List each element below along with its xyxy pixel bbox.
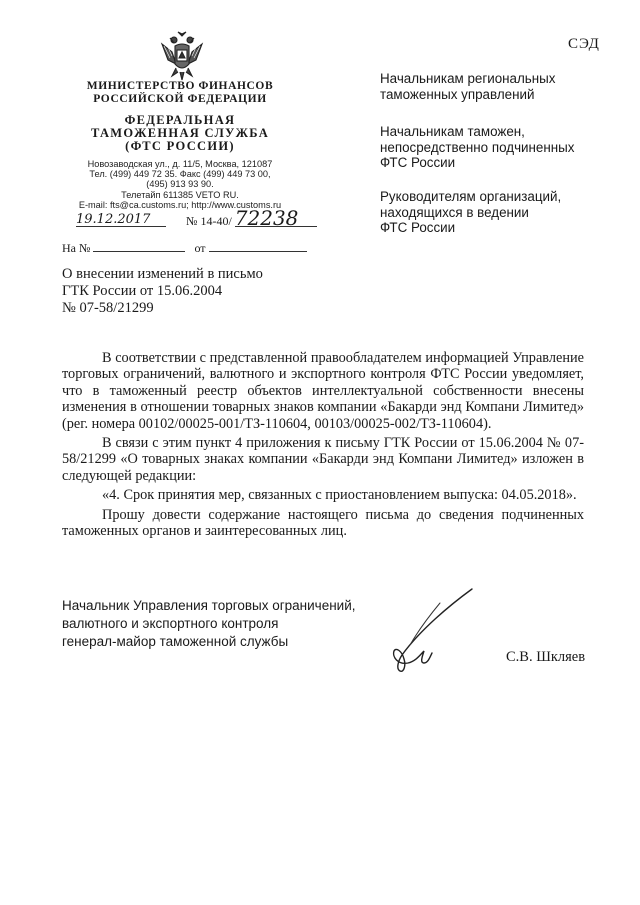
addressee-line: Руководителям организаций, [380, 189, 562, 204]
addressee-line: таможенных управлений [380, 86, 535, 102]
reply-on-blank [93, 237, 185, 252]
subject-line: О внесении изменений в письмо [62, 266, 263, 282]
reg-number-prefix: № 14-40/ [186, 214, 232, 228]
addressee-line: Начальникам региональных [380, 71, 556, 86]
addressee-block [380, 124, 620, 171]
signatory-name: С.В. Шкляев [506, 649, 586, 665]
contact-line: Телетайп 611385 VETO RU. [121, 189, 239, 200]
handwritten-signature-icon [380, 585, 480, 680]
signatory-title [62, 597, 362, 651]
addressee-line: непосредственно подчиненных [380, 139, 575, 155]
contact-line: (495) 913 93 90. [146, 179, 214, 190]
contact-line: E-mail: fts@ca.customs.ru; http://www.customs.ru [78, 199, 282, 210]
body-paragraph: В связи с этим пункт 4 приложения к письму ГТК России от 15.06.2004 № 07-58/21299 «О товарных знаках компании «Бакарди энд Компани Лимитед» изложен в следующей редакции: [62, 435, 584, 484]
signatory-title-line: валютного и экспортного контроля [62, 616, 279, 631]
ministry-header [60, 80, 300, 106]
addressee-line: Начальникам таможен, [380, 124, 525, 139]
body-paragraph: «4. Срок принятия мер, связанных с приостановлением выпуска: 04.05.2018». [102, 487, 577, 504]
reply-to-row [62, 237, 307, 256]
contact-line: Новозаводская ул., д. 11/5, Москва, 121087 [87, 159, 273, 169]
addressee-block [380, 189, 620, 236]
reply-on-label: На № [62, 241, 91, 255]
reg-number-row [186, 206, 317, 230]
doc-mark: СЭД [568, 36, 600, 52]
body-paragraph: Прошу довести содержание настоящего письма до сведения подчиненных таможенных органов и заинтересованных лиц. [62, 506, 584, 540]
letter-body [62, 350, 584, 539]
body-paragraph: В соответствии с представленной правообладателем информацией Управление торговых ограничений, валютного и экспортного контроля ФТС России уведомляет, что в таможенный реестр объектов интеллектуальной собственности внесены изменения в отношении товарных знаков компании «Бакарди энд Компани Лимитед» (рег. номера 00102/00025-001/ТЗ-110604, 00103/00025-002/ТЗ-110604). [62, 350, 584, 432]
subject-line: ГТК России от 15.06.2004 [62, 283, 223, 299]
reg-date: 19.12.2017 [76, 212, 166, 227]
contact-line: Тел. (499) 449 72 35. Факс (499) 449 73 00, [89, 169, 271, 180]
ministry-line: РОССИЙСКОЙ ФЕДЕРАЦИИ [93, 93, 267, 105]
reg-date-row [76, 212, 166, 227]
contacts-block [60, 159, 300, 210]
signatory-title-line: генерал-майор таможенной службы [62, 634, 289, 649]
signatory-title-line: Начальник Управления торговых ограничений, [62, 598, 356, 613]
ministry-line: МИНИСТЕРСТВО ФИНАНСОВ [86, 80, 274, 92]
reg-number-hand: 72238 [235, 212, 317, 227]
service-line: ТАМОЖЕННАЯ СЛУЖБА [90, 126, 270, 140]
letter-subject [62, 266, 362, 317]
service-header [60, 114, 300, 153]
addressee-line: ФТС России [380, 220, 456, 235]
addressee-line: ФТС России [380, 155, 456, 170]
subject-line: № 07-58/21299 [62, 300, 154, 316]
reply-from-blank [209, 237, 307, 252]
addressee-line: находящихся в ведении [380, 204, 529, 220]
coat-of-arms-icon [158, 30, 206, 82]
reply-from-label: от [194, 241, 206, 255]
service-line: ФЕДЕРАЛЬНАЯ [124, 113, 236, 127]
service-line: (ФТС РОССИИ) [125, 139, 235, 153]
addressee-block [380, 71, 620, 102]
